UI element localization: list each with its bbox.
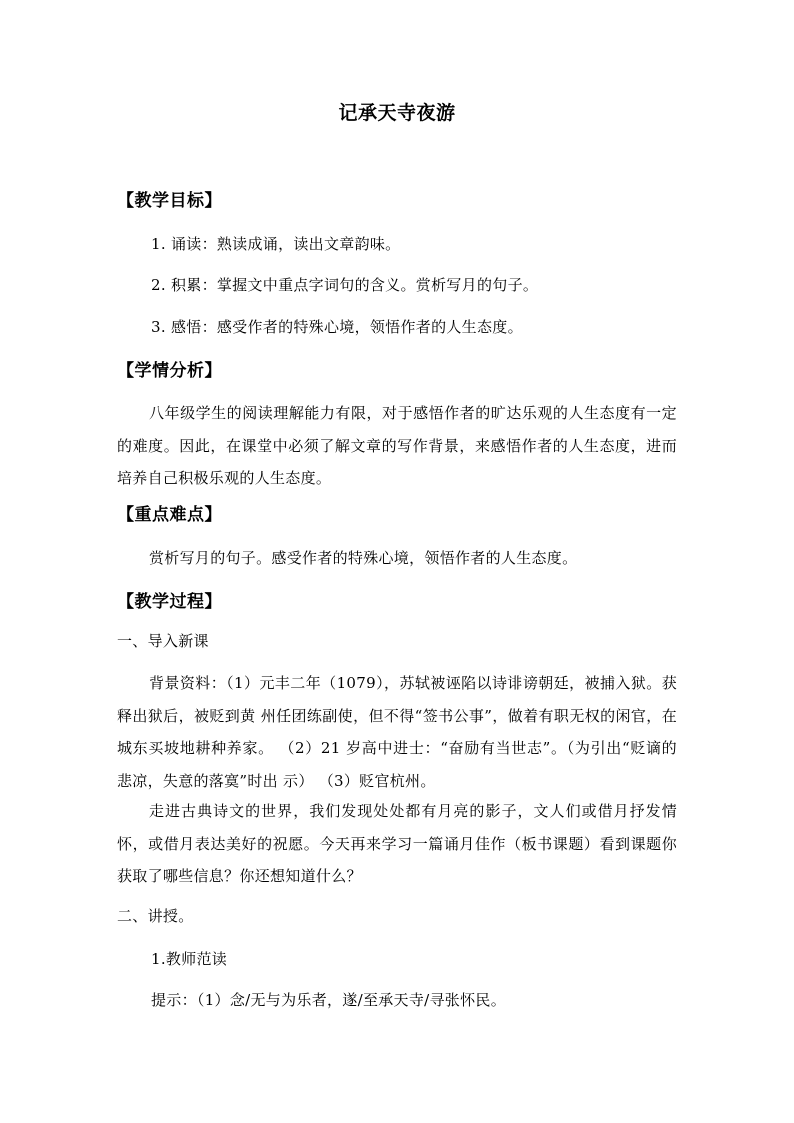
- heading-key-points: 【重点难点】: [117, 505, 222, 525]
- heading-student-analysis: 【学情分析】: [117, 361, 222, 381]
- sub-step-1: 1.教师范读: [151, 950, 228, 968]
- step-1-title: 一、导入新课: [117, 632, 209, 650]
- goal-item-3: 3. 感悟：感受作者的特殊心境，领悟作者的人生态度。: [151, 318, 523, 336]
- background-paragraph: 背景资料：（1）元丰二年（1079），苏轼被诬陷以诗诽谤朝廷，被捕入狱。获释出狱后，被贬到黄 州任团练副使，但不得“签书公事”，做着有职无权的闲官，在城东买坡地耕种养家。 （2）21 岁高中进士：“奋励有当世志”。（为引出“贬谪的悲凉，失意的落寞”时出 示） （3）贬官杭州。: [117, 674, 677, 790]
- heading-teaching-process: 【教学过程】: [117, 592, 222, 612]
- goal-item-2: 2. 积累：掌握文中重点字词句的含义。赏析写月的句子。: [151, 276, 539, 294]
- heading-teaching-goals: 【教学目标】: [117, 191, 222, 211]
- key-points-paragraph: 赏析写月的句子。感受作者的特殊心境，领悟作者的人生态度。: [149, 549, 578, 567]
- hint-line: 提示：（1）念/无与为乐者，遂/至承天寺/寻张怀民。: [151, 991, 507, 1009]
- document-title: 记承天寺夜游: [338, 102, 456, 124]
- step-2-title: 二、讲授。: [117, 907, 194, 925]
- goal-item-1: 1. 诵读：熟读成诵，读出文章韵味。: [151, 235, 401, 253]
- student-analysis-paragraph: 八年级学生的阅读理解能力有限，对于感悟作者的旷达乐观的人生态度有一定的难度。因此，在课堂中必须了解文章的写作背景，来感悟作者的人生态度，进而培养自己积极乐观的人生态度。: [117, 404, 677, 487]
- intro-paragraph: 走进古典诗文的世界，我们发现处处都有月亮的影子，文人们或借月抒发情怀，或借月表达美好的祝愿。今天再来学习一篇诵月佳作（板书课题）看到课题你获取了哪些信息？你还想知道什么？: [117, 802, 677, 885]
